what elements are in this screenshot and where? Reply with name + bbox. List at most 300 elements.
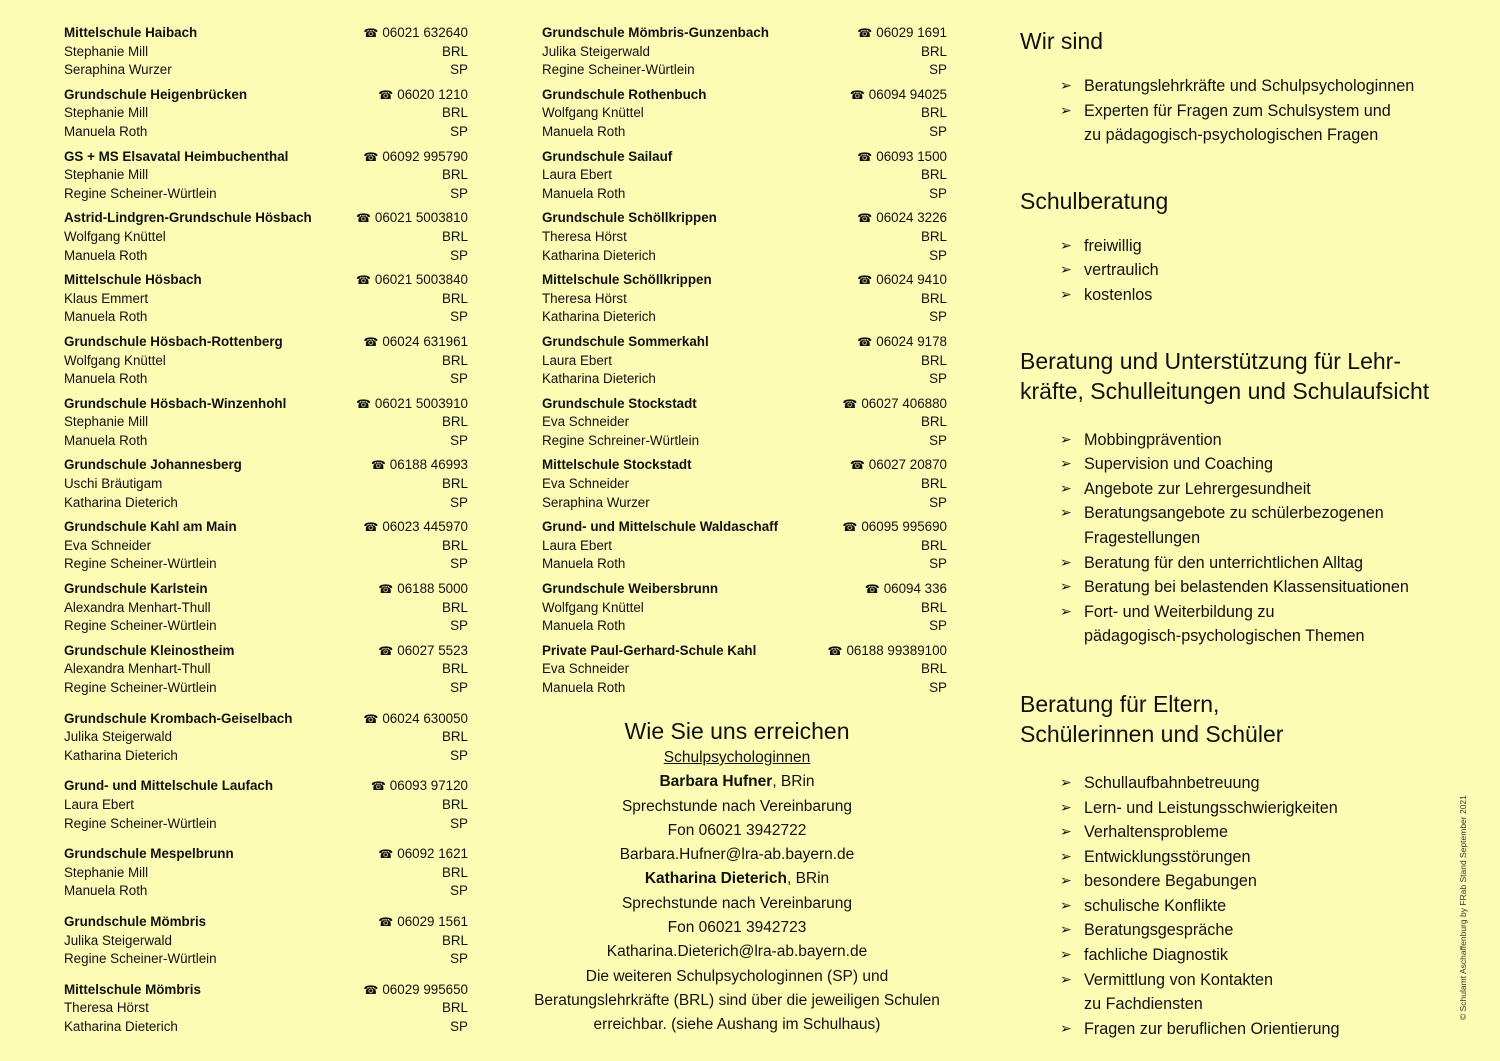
school-entry bbox=[542, 24, 947, 80]
school-entry bbox=[542, 271, 947, 327]
contact-person: Regine Scheiner-Würtlein bbox=[64, 185, 217, 201]
info-section bbox=[1020, 346, 1460, 649]
contact-row bbox=[542, 166, 947, 185]
school-name: Grundschule Stockstadt bbox=[542, 395, 697, 411]
person-title: , BRin bbox=[786, 870, 830, 888]
school-phone bbox=[857, 333, 947, 352]
bullet-item bbox=[1060, 845, 1460, 870]
contact-person: Regine Scheiner-Würtlein bbox=[542, 62, 695, 78]
contact-role: SP bbox=[929, 680, 947, 695]
contact-row bbox=[542, 679, 947, 698]
contact-row bbox=[64, 815, 468, 834]
school-entry bbox=[64, 580, 468, 636]
school-header bbox=[542, 24, 947, 43]
contact-role: SP bbox=[929, 123, 947, 139]
contact-role: BRL bbox=[441, 105, 468, 121]
phone-icon: ☎ bbox=[378, 914, 394, 929]
phone-number: 06093 97120 bbox=[389, 778, 468, 794]
bullet-item bbox=[1060, 771, 1460, 796]
bullet-item bbox=[1060, 575, 1460, 600]
school-name: Mittelschule Stockstadt bbox=[542, 457, 692, 473]
contact-person: Wolfgang Knüttel bbox=[542, 599, 644, 615]
school-entry bbox=[64, 24, 468, 80]
bullet-text: ➢ kostenlos bbox=[1084, 285, 1153, 304]
bullet-list bbox=[1020, 428, 1460, 649]
school-entry bbox=[542, 333, 947, 389]
bullet-text: ➢ Angebote zur Lehrergesundheit bbox=[1084, 479, 1311, 498]
contact-role: SP bbox=[450, 618, 468, 634]
school-header bbox=[542, 209, 947, 228]
school-name: Grundschule Mömbris bbox=[64, 913, 207, 929]
contact-person: Regine Scheiner-Würtlein bbox=[64, 680, 217, 695]
contact-role: SP bbox=[450, 309, 468, 325]
school-entry bbox=[542, 86, 947, 142]
phone-number: 06024 630050 bbox=[382, 710, 468, 726]
bullet-text: ➢ Entwicklungsstörungen bbox=[1084, 847, 1251, 866]
contact-row bbox=[64, 308, 468, 327]
school-phone bbox=[356, 209, 468, 228]
contact-role: SP bbox=[450, 1018, 468, 1034]
school-phone bbox=[378, 86, 468, 105]
phone-icon: ☎ bbox=[363, 711, 379, 726]
phone-number: 06095 995690 bbox=[861, 519, 947, 535]
school-entry bbox=[64, 710, 468, 766]
section-title-line: Schulberatung bbox=[1020, 187, 1169, 214]
contact-role: SP bbox=[450, 951, 468, 967]
contact-role: SP bbox=[450, 494, 468, 510]
info-section bbox=[1020, 689, 1460, 1042]
contact-role: SP bbox=[929, 494, 947, 510]
school-phone bbox=[371, 456, 468, 475]
phone-number: 06027 406880 bbox=[861, 395, 947, 411]
contact-person: Katharina Dieterich bbox=[542, 371, 656, 387]
school-header bbox=[542, 456, 947, 475]
contact-row bbox=[64, 599, 468, 618]
contact-person: Katharina Dieterich bbox=[542, 309, 656, 325]
contact-row bbox=[542, 247, 947, 266]
phone-number: 06188 5000 bbox=[397, 581, 468, 597]
contact-role: BRL bbox=[920, 167, 947, 183]
copyright-note: © Schulamt Aschaffenburg by FRab Stand September 2021 bbox=[1458, 795, 1468, 1020]
phone-number: 06024 9178 bbox=[876, 333, 947, 349]
school-name: Grundschule Hösbach-Winzenhohl bbox=[64, 395, 287, 411]
contact-person: Alexandra Menhart-Thull bbox=[64, 661, 211, 677]
phone-icon: ☎ bbox=[363, 149, 379, 164]
contact-row bbox=[64, 796, 468, 815]
contact-role: BRL bbox=[441, 167, 468, 183]
contact-person: Manuela Roth bbox=[542, 618, 626, 634]
contact-row bbox=[64, 747, 468, 766]
school-header bbox=[64, 777, 468, 796]
phone-number: 06027 5523 bbox=[397, 642, 468, 658]
contact-role: BRL bbox=[920, 228, 947, 244]
school-phone bbox=[850, 456, 947, 475]
contact-person: Wolfgang Knüttel bbox=[64, 352, 166, 368]
phone-number: 06021 5003810 bbox=[374, 210, 468, 226]
contact-row bbox=[542, 104, 947, 123]
contact-role: BRL bbox=[441, 796, 468, 812]
phone-icon: ☎ bbox=[842, 520, 858, 535]
contact-role: BRL bbox=[920, 290, 947, 306]
phone-icon: ☎ bbox=[363, 520, 379, 535]
school-entry bbox=[542, 518, 947, 574]
school-entry bbox=[64, 518, 468, 574]
section-title bbox=[1020, 186, 1460, 216]
school-phone bbox=[850, 86, 947, 105]
school-entry bbox=[542, 456, 947, 512]
contact-role: BRL bbox=[441, 352, 468, 368]
bullet-text: ➢ Schullaufbahnbetreuung bbox=[1084, 773, 1260, 792]
school-phone bbox=[828, 642, 948, 661]
contact-row bbox=[64, 555, 468, 574]
phone-icon: ☎ bbox=[355, 211, 371, 226]
bullet-text: ➢ Verhaltensprobleme bbox=[1084, 823, 1228, 842]
contact-role: SP bbox=[929, 618, 947, 634]
person-email[interactable]: Barbara.Hufner@lra-ab.bayern.de bbox=[619, 846, 855, 864]
contact-row bbox=[542, 123, 947, 142]
bullet-item bbox=[1060, 428, 1460, 453]
school-phone bbox=[842, 518, 947, 537]
contact-person: Uschi Bräutigam bbox=[64, 476, 163, 492]
contact-row bbox=[64, 494, 468, 513]
contact-role: BRL bbox=[441, 1000, 468, 1016]
contact-role: SP bbox=[450, 680, 468, 695]
contact-row bbox=[64, 61, 468, 80]
school-header bbox=[64, 271, 468, 290]
school-header bbox=[64, 580, 468, 599]
school-name: Astrid-Lindgren-Grundschule Hösbach bbox=[64, 210, 312, 226]
phone-icon: ☎ bbox=[378, 643, 394, 658]
contact-person-1 bbox=[522, 770, 952, 794]
contact-person: Eva Schneider bbox=[64, 537, 152, 553]
phone-number: 06188 46993 bbox=[389, 457, 468, 473]
contact-person: Manuela Roth bbox=[542, 680, 626, 695]
school-header bbox=[64, 981, 468, 1000]
school-phone bbox=[371, 777, 468, 796]
contact-row bbox=[542, 185, 947, 204]
bullet-text: pädagogisch-psychologischen Themen bbox=[1084, 627, 1365, 646]
bullet-item bbox=[1060, 869, 1460, 894]
contact-row bbox=[64, 432, 468, 451]
contact-row bbox=[64, 728, 468, 747]
bullet-text: zu pädagogisch-psychologischen Fragen bbox=[1084, 126, 1379, 145]
phone-icon: ☎ bbox=[370, 779, 386, 794]
section-title bbox=[1020, 26, 1460, 56]
contact-row bbox=[64, 290, 468, 309]
contact-person: Manuela Roth bbox=[64, 309, 148, 325]
bullet-item bbox=[1060, 258, 1460, 283]
contact-row bbox=[64, 104, 468, 123]
contact-row bbox=[542, 660, 947, 679]
phone-icon: ☎ bbox=[857, 273, 873, 288]
contact-row bbox=[542, 555, 947, 574]
contact-person: Regine Scheiner-Würtlein bbox=[64, 556, 217, 572]
section-title bbox=[1020, 689, 1460, 749]
bullet-item bbox=[1060, 820, 1460, 845]
contact-row bbox=[64, 475, 468, 494]
bullet-text: ➢ Fragen zur beruflichen Orientierung bbox=[1084, 1019, 1340, 1038]
contact-person: Manuela Roth bbox=[64, 432, 148, 448]
contact-person: Regine Scheiner-Würtlein bbox=[64, 815, 217, 831]
school-phone bbox=[857, 209, 947, 228]
school-phone bbox=[363, 518, 468, 537]
school-phone bbox=[378, 845, 468, 864]
person-name: Katharina Dieterich bbox=[644, 870, 787, 888]
contact-role: SP bbox=[450, 432, 468, 448]
phone-number: 06029 1561 bbox=[397, 913, 468, 929]
bullet-text: ➢ vertraulich bbox=[1084, 261, 1159, 280]
school-name: Grund- und Mittelschule Waldaschaff bbox=[542, 519, 779, 535]
person-email[interactable]: Katharina.Dieterich@lra-ab.bayern.de bbox=[606, 943, 868, 961]
contact-person: Theresa Hörst bbox=[542, 290, 627, 306]
contact-role: BRL bbox=[920, 352, 947, 368]
contact-row bbox=[64, 43, 468, 62]
bullet-text: ➢ Vermittlung von Kontakten bbox=[1084, 970, 1273, 989]
contact-person: Manuela Roth bbox=[64, 371, 148, 387]
school-name: Mittelschule Mömbris bbox=[64, 981, 201, 997]
contact-role: SP bbox=[450, 815, 468, 831]
contact-person: Seraphina Wurzer bbox=[64, 62, 172, 78]
phone-icon: ☎ bbox=[857, 26, 873, 40]
contact-row bbox=[542, 537, 947, 556]
school-name: Grundschule Kahl am Main bbox=[64, 519, 237, 535]
contact-role: BRL bbox=[920, 43, 947, 59]
contact-row bbox=[542, 352, 947, 371]
contact-role: BRL bbox=[441, 537, 468, 553]
bullet-text: ➢ Lern- und Leistungsschwierigkeiten bbox=[1084, 798, 1338, 817]
contact-role: SP bbox=[450, 371, 468, 387]
contact-note-line: Die weiteren Schulpsychologinnen (SP) und bbox=[585, 967, 889, 985]
contact-row bbox=[64, 617, 468, 636]
bullet-item bbox=[1060, 99, 1460, 148]
contact-role: SP bbox=[929, 309, 947, 325]
contact-row bbox=[64, 228, 468, 247]
contact-role: BRL bbox=[920, 476, 947, 492]
contact-row bbox=[64, 999, 468, 1018]
contact-row bbox=[542, 432, 947, 451]
bullet-item bbox=[1060, 894, 1460, 919]
school-name: Mittelschule Haibach bbox=[64, 25, 198, 40]
bullet-text: ➢ Supervision und Coaching bbox=[1084, 455, 1273, 474]
school-phone bbox=[356, 395, 468, 414]
phone-number: 06024 9410 bbox=[876, 272, 947, 288]
contact-row bbox=[542, 43, 947, 62]
contact-person: Eva Schneider bbox=[542, 476, 630, 492]
contact-subtitle: Schulpsychologinnen bbox=[663, 749, 811, 766]
contact-role: BRL bbox=[441, 476, 468, 492]
contact-person: Stephanie Mill bbox=[64, 167, 149, 183]
school-header bbox=[64, 913, 468, 932]
school-name: GS + MS Elsavatal Heimbuchenthal bbox=[64, 148, 289, 164]
bullet-text: ➢ schulische Konflikte bbox=[1084, 896, 1227, 915]
contact-person: Julika Steigerwald bbox=[64, 932, 172, 948]
section-title-line: Beratung für Eltern, bbox=[1020, 690, 1220, 717]
contact-role: SP bbox=[929, 247, 947, 263]
contact-role: BRL bbox=[441, 661, 468, 677]
contact-person: Regine Scheiner-Würtlein bbox=[64, 951, 217, 967]
school-entry bbox=[64, 642, 468, 698]
bullet-item bbox=[1060, 283, 1460, 308]
contact-role: SP bbox=[450, 247, 468, 263]
contact-row bbox=[64, 185, 468, 204]
bullet-text: ➢ Beratung bei belastenden Klassensituationen bbox=[1084, 578, 1409, 597]
school-name: Grundschule Sailauf bbox=[542, 148, 673, 164]
school-phone bbox=[363, 24, 468, 43]
contact-person: Manuela Roth bbox=[64, 247, 148, 263]
school-phone bbox=[857, 148, 947, 167]
contact-person: Theresa Hörst bbox=[64, 1000, 149, 1016]
bullet-text: ➢ Beratung für den unterrichtlichen Alltag bbox=[1084, 553, 1363, 572]
school-name: Grundschule Mespelbrunn bbox=[64, 846, 234, 862]
school-header bbox=[64, 456, 468, 475]
contact-role: SP bbox=[929, 185, 947, 201]
phone-icon: ☎ bbox=[849, 87, 865, 102]
contact-person: Seraphina Wurzer bbox=[542, 494, 650, 510]
contact-row bbox=[64, 413, 468, 432]
bullet-item bbox=[1060, 918, 1460, 943]
section-title-line: Schülerinnen und Schüler bbox=[1020, 720, 1284, 747]
contact-title: Wie Sie uns erreichen bbox=[624, 718, 850, 744]
contact-note-line: erreichbar. (siehe Aushang im Schulhaus) bbox=[593, 1016, 881, 1034]
phone-number: 06021 5003910 bbox=[374, 395, 468, 411]
contact-row bbox=[64, 950, 468, 969]
school-entry bbox=[542, 642, 947, 698]
contact-person: Laura Ebert bbox=[542, 537, 612, 553]
phone-number: 06024 3226 bbox=[876, 210, 947, 226]
school-phone bbox=[378, 913, 468, 932]
contact-role: SP bbox=[450, 747, 468, 763]
contact-person: Regine Scheiner-Würtlein bbox=[64, 618, 217, 634]
phone-icon: ☎ bbox=[857, 211, 873, 226]
person-phone: Fon 06021 3942722 bbox=[667, 821, 807, 839]
school-header bbox=[542, 395, 947, 414]
contact-person: Eva Schneider bbox=[542, 661, 630, 677]
school-phone bbox=[363, 333, 468, 352]
contact-person: Julika Steigerwald bbox=[64, 729, 172, 745]
contact-row bbox=[542, 494, 947, 513]
phone-icon: ☎ bbox=[378, 582, 394, 597]
contact-row bbox=[64, 679, 468, 698]
contact-role: SP bbox=[450, 62, 468, 78]
info-column bbox=[1020, 26, 1460, 1041]
school-phone bbox=[363, 710, 468, 729]
school-header bbox=[542, 518, 947, 537]
school-entry bbox=[64, 86, 468, 142]
school-entry bbox=[64, 777, 468, 833]
contact-row bbox=[64, 247, 468, 266]
contact-person: Regine Schreiner-Würtlein bbox=[542, 432, 700, 448]
contact-row bbox=[64, 932, 468, 951]
bullet-item bbox=[1060, 1017, 1460, 1042]
phone-icon: ☎ bbox=[363, 334, 379, 349]
phone-number: 06092 995790 bbox=[382, 148, 468, 164]
phone-number: 06029 1691 bbox=[876, 25, 947, 40]
contact-role: BRL bbox=[441, 932, 468, 948]
school-name: Grundschule Johannesberg bbox=[64, 457, 242, 473]
school-phone bbox=[378, 580, 468, 599]
school-name: Mittelschule Hösbach bbox=[64, 272, 202, 288]
person-name: Barbara Hufner bbox=[659, 773, 773, 791]
contact-role: BRL bbox=[920, 537, 947, 553]
school-entry bbox=[542, 148, 947, 204]
school-header bbox=[542, 148, 947, 167]
school-name: Grundschule Rothenbuch bbox=[542, 86, 707, 102]
contact-row bbox=[542, 413, 947, 432]
school-header bbox=[542, 86, 947, 105]
info-section bbox=[1020, 186, 1460, 308]
phone-number: 06027 20870 bbox=[868, 457, 947, 473]
bullet-text: ➢ Beratungsgespräche bbox=[1084, 921, 1234, 940]
bullet-text: ➢ Fort- und Weiterbildung zu bbox=[1084, 602, 1275, 621]
school-header bbox=[64, 24, 468, 43]
bullet-list bbox=[1020, 771, 1460, 1042]
contact-row bbox=[542, 228, 947, 247]
contact-row bbox=[64, 660, 468, 679]
school-name: Grundschule Mömbris-Gunzenbach bbox=[542, 25, 769, 40]
phone-icon: ☎ bbox=[864, 582, 880, 597]
school-phone bbox=[363, 148, 468, 167]
phone-icon: ☎ bbox=[849, 458, 865, 473]
school-header bbox=[64, 395, 468, 414]
person-hours: Sprechstunde nach Vereinbarung bbox=[621, 894, 853, 912]
contact-person: Manuela Roth bbox=[542, 185, 626, 201]
contact-role: BRL bbox=[920, 105, 947, 121]
school-name: Grundschule Hösbach-Rottenberg bbox=[64, 333, 283, 349]
contact-person: Wolfgang Knüttel bbox=[64, 228, 166, 244]
contact-person: Stephanie Mill bbox=[64, 43, 149, 59]
school-name: Private Paul-Gerhard-Schule Kahl bbox=[542, 642, 757, 658]
phone-number: 06023 445970 bbox=[382, 519, 468, 535]
contact-role: BRL bbox=[441, 228, 468, 244]
contact-role: BRL bbox=[441, 864, 468, 880]
school-entry bbox=[542, 395, 947, 451]
bullet-list bbox=[1020, 74, 1460, 148]
person-title: , BRin bbox=[772, 773, 815, 791]
phone-icon: ☎ bbox=[378, 847, 394, 862]
phone-number: 06093 1500 bbox=[876, 148, 947, 164]
phone-number: 06024 631961 bbox=[382, 333, 468, 349]
contact-row bbox=[64, 537, 468, 556]
phone-number: 06029 995650 bbox=[382, 981, 468, 997]
school-list-left bbox=[64, 24, 468, 1043]
phone-icon: ☎ bbox=[378, 87, 394, 102]
bullet-text: zu Fachdiensten bbox=[1084, 995, 1203, 1014]
school-entry bbox=[64, 456, 468, 512]
section-title bbox=[1020, 346, 1460, 406]
contact-row bbox=[542, 617, 947, 636]
bullet-text: ➢ besondere Begabungen bbox=[1084, 872, 1257, 891]
contact-row bbox=[64, 166, 468, 185]
school-header bbox=[64, 518, 468, 537]
school-name: Grundschule Kleinostheim bbox=[64, 642, 235, 658]
school-entry bbox=[64, 333, 468, 389]
phone-icon: ☎ bbox=[363, 982, 379, 997]
contact-person: Julika Steigerwald bbox=[542, 43, 650, 59]
school-header bbox=[542, 333, 947, 352]
school-name: Mittelschule Schöllkrippen bbox=[542, 272, 712, 288]
contact-role: SP bbox=[450, 556, 468, 572]
contact-role: BRL bbox=[920, 414, 947, 430]
school-phone bbox=[865, 580, 947, 599]
section-title-line: Beratung und Unterstützung für Lehr- bbox=[1020, 347, 1402, 374]
contact-row bbox=[542, 599, 947, 618]
phone-icon: ☎ bbox=[355, 273, 371, 288]
contact-role: BRL bbox=[441, 43, 468, 59]
school-header bbox=[542, 642, 947, 661]
contact-role: SP bbox=[929, 371, 947, 387]
contact-row bbox=[64, 370, 468, 389]
school-phone bbox=[857, 271, 947, 290]
